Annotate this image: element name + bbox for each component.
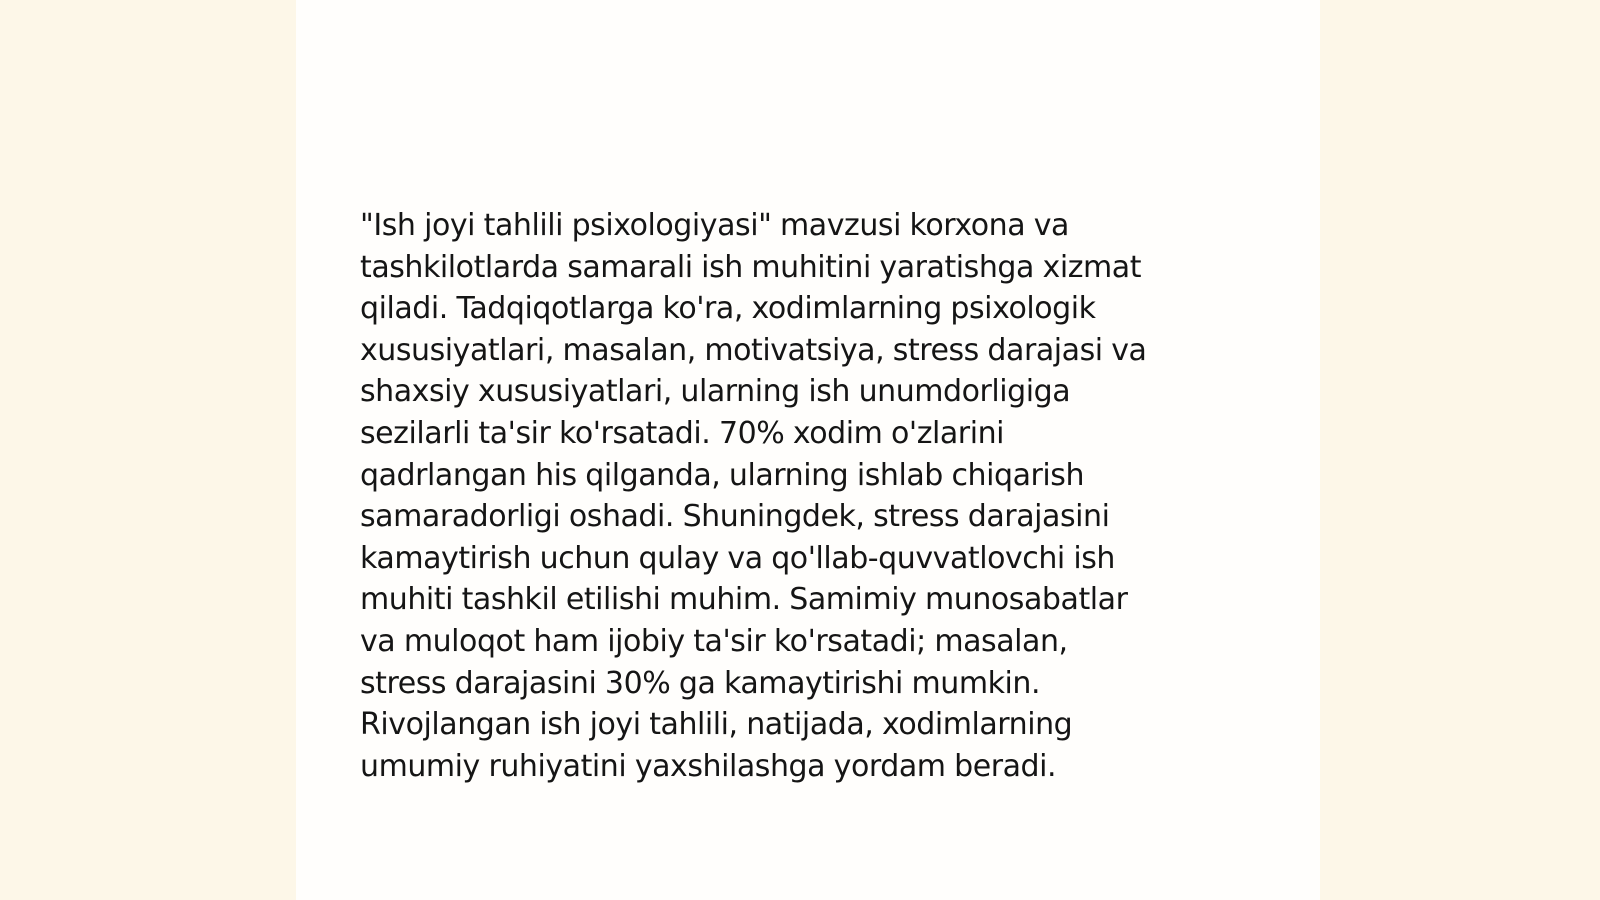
slide-canvas [296, 0, 1320, 900]
right-background-panel [1320, 0, 1600, 900]
body-line: muhiti tashkil etilishi muhim. Samimiy munosabatlar [360, 582, 1128, 618]
body-line: kamaytirish uchun qulay va qo'llab-quvvatlovchi ish [360, 540, 1115, 576]
body-line: Rivojlangan ish joyi tahlili, natijada, xodimlarning [360, 707, 1073, 743]
body-line: va muloqot ham ijobiy ta'sir ko'rsatadi; masalan, [360, 623, 1068, 659]
body-line: tashkilotlarda samarali ish muhitini yaratishga xizmat [360, 249, 1142, 285]
slide-body-text [360, 205, 1240, 787]
body-line: xususiyatlari, masalan, motivatsiya, stress darajasi va [360, 332, 1147, 368]
body-line: qiladi. Tadqiqotlarga ko'ra, xodimlarning psixologik [360, 291, 1096, 327]
body-line: umumiy ruhiyatini yaxshilashga yordam beradi. [360, 748, 1057, 784]
body-line: shaxsiy xususiyatlari, ularning ish unumdorligiga [360, 374, 1071, 410]
body-line: samaradorligi oshadi. Shuningdek, stress darajasini [360, 499, 1110, 535]
left-background-panel [0, 0, 296, 900]
body-line: sezilarli ta'sir ko'rsatadi. 70% xodim o'zlarini [360, 415, 1005, 451]
body-line: stress darajasini 30% ga kamaytirishi mumkin. [360, 665, 1041, 701]
body-line: qadrlangan his qilganda, ularning ishlab chiqarish [360, 457, 1085, 493]
body-line: "Ish joyi tahlili psixologiyasi" mavzusi korxona va [360, 208, 1069, 243]
